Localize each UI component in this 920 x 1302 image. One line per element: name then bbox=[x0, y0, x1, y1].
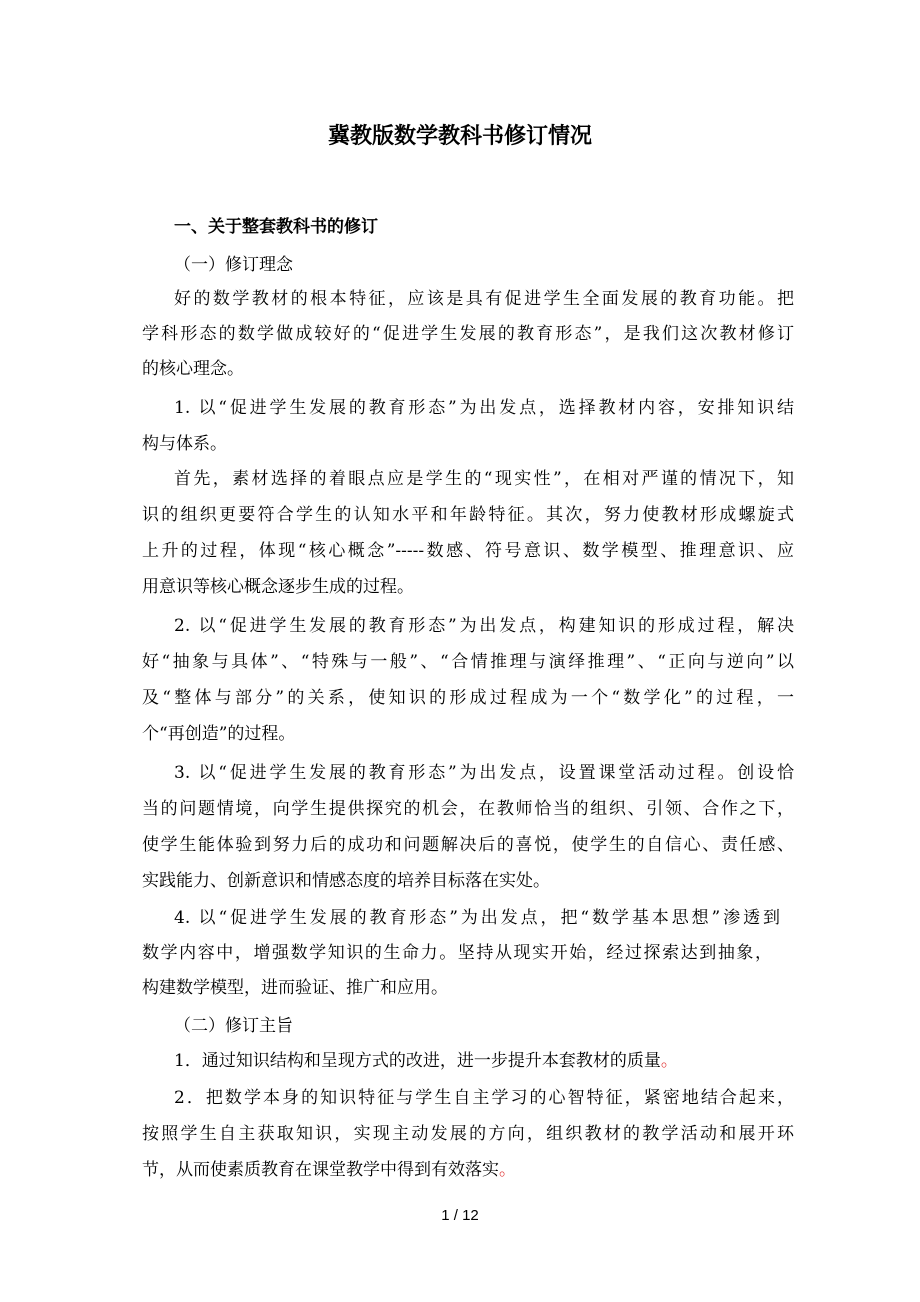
paragraph-line: 好“抽象与具体”、“特殊与一般”、“合情推理与演绎推理”、“正向与逆向”以 bbox=[142, 652, 794, 672]
paragraph-line: 用意识等核心概念逐步生成的过程。 bbox=[142, 577, 414, 597]
paragraph-line: 学科形态的数学做成较好的“促进学生发展的教育形态”，是我们这次教材修订 bbox=[142, 324, 794, 344]
paragraph-line: 个“再创造”的过程。 bbox=[142, 724, 296, 744]
paragraph-line: 构建数学模型，进而验证、推广和应用。 bbox=[142, 978, 448, 998]
paragraph-line: 及“整体与部分”的关系，使知识的形成过程成为一个“数学化”的过程，一 bbox=[142, 688, 794, 708]
paragraph-text: 节，从而使素质教育在课堂教学中得到有效落实 bbox=[142, 1160, 499, 1180]
paragraph-line: 2．把数学本身的知识特征与学生自主学习的心智特征，紧密地结合起来， bbox=[174, 1088, 794, 1108]
paragraph-line: 按照学生自主获取知识，实现主动发展的方向，组织教材的教学活动和展开环 bbox=[142, 1124, 794, 1144]
paragraph-line: 当的问题情境，向学生提供探究的机会，在教师恰当的组织、引领、合作之下， bbox=[142, 799, 794, 819]
paragraph-line: 实践能力、创新意识和情感态度的培养目标落在实处。 bbox=[142, 871, 550, 891]
section-heading-1: 一、关于整套教科书的修订 bbox=[174, 217, 378, 237]
paragraph-line bbox=[142, 1157, 794, 1183]
subheading-revision-purpose: （二）修订主旨 bbox=[174, 1016, 293, 1036]
paragraph-line: 3. 以“促进学生发展的教育形态”为出发点，设置课堂活动过程。创设恰 bbox=[174, 763, 794, 783]
page-number: 1 / 12 bbox=[441, 1207, 479, 1224]
paragraph-line: 4. 以“促进学生发展的教育形态”为出发点，把“数学基本思想”渗透到 bbox=[174, 908, 780, 928]
paragraph-line: 上升的过程，体现“核心概念”-----数感、符号意识、数学模型、推理意识、应 bbox=[142, 541, 794, 561]
paragraph-line bbox=[174, 1048, 826, 1074]
paragraph-line: 构与体系。 bbox=[142, 434, 227, 454]
red-period-mark: 。 bbox=[499, 1160, 516, 1180]
paragraph-line: 的核心理念。 bbox=[142, 359, 244, 379]
paragraph-line: 1. 以“促进学生发展的教育形态”为出发点，选择教材内容，安排知识结 bbox=[174, 398, 794, 418]
paragraph-line: 好的数学教材的根本特征，应该是具有促进学生全面发展的教育功能。把 bbox=[174, 289, 794, 309]
paragraph-line: 首先，素材选择的着眼点应是学生的“现实性”，在相对严谨的情况下，知 bbox=[174, 469, 794, 489]
red-period-mark: 。 bbox=[660, 1051, 678, 1071]
subheading-revision-concept: （一）修订理念 bbox=[174, 255, 293, 275]
paragraph-line: 识的组织更要符合学生的认知水平和年龄特征。其次，努力使教材形成螺旋式 bbox=[142, 505, 794, 525]
page-title: 冀教版数学教科书修订情况 bbox=[327, 124, 592, 149]
paragraph-line: 使学生能体验到努力后的成功和问题解决后的喜悦，使学生的自信心、责任感、 bbox=[142, 835, 794, 855]
paragraph-line: 2. 以“促进学生发展的教育形态”为出发点，构建知识的形成过程，解决 bbox=[174, 616, 794, 636]
paragraph-line: 数学内容中，增强数学知识的生命力。坚持从现实开始，经过探索达到抽象， bbox=[142, 943, 772, 963]
paragraph-text: 1．通过知识结构和呈现方式的改进，进一步提升本套教材的质量 bbox=[174, 1051, 661, 1071]
